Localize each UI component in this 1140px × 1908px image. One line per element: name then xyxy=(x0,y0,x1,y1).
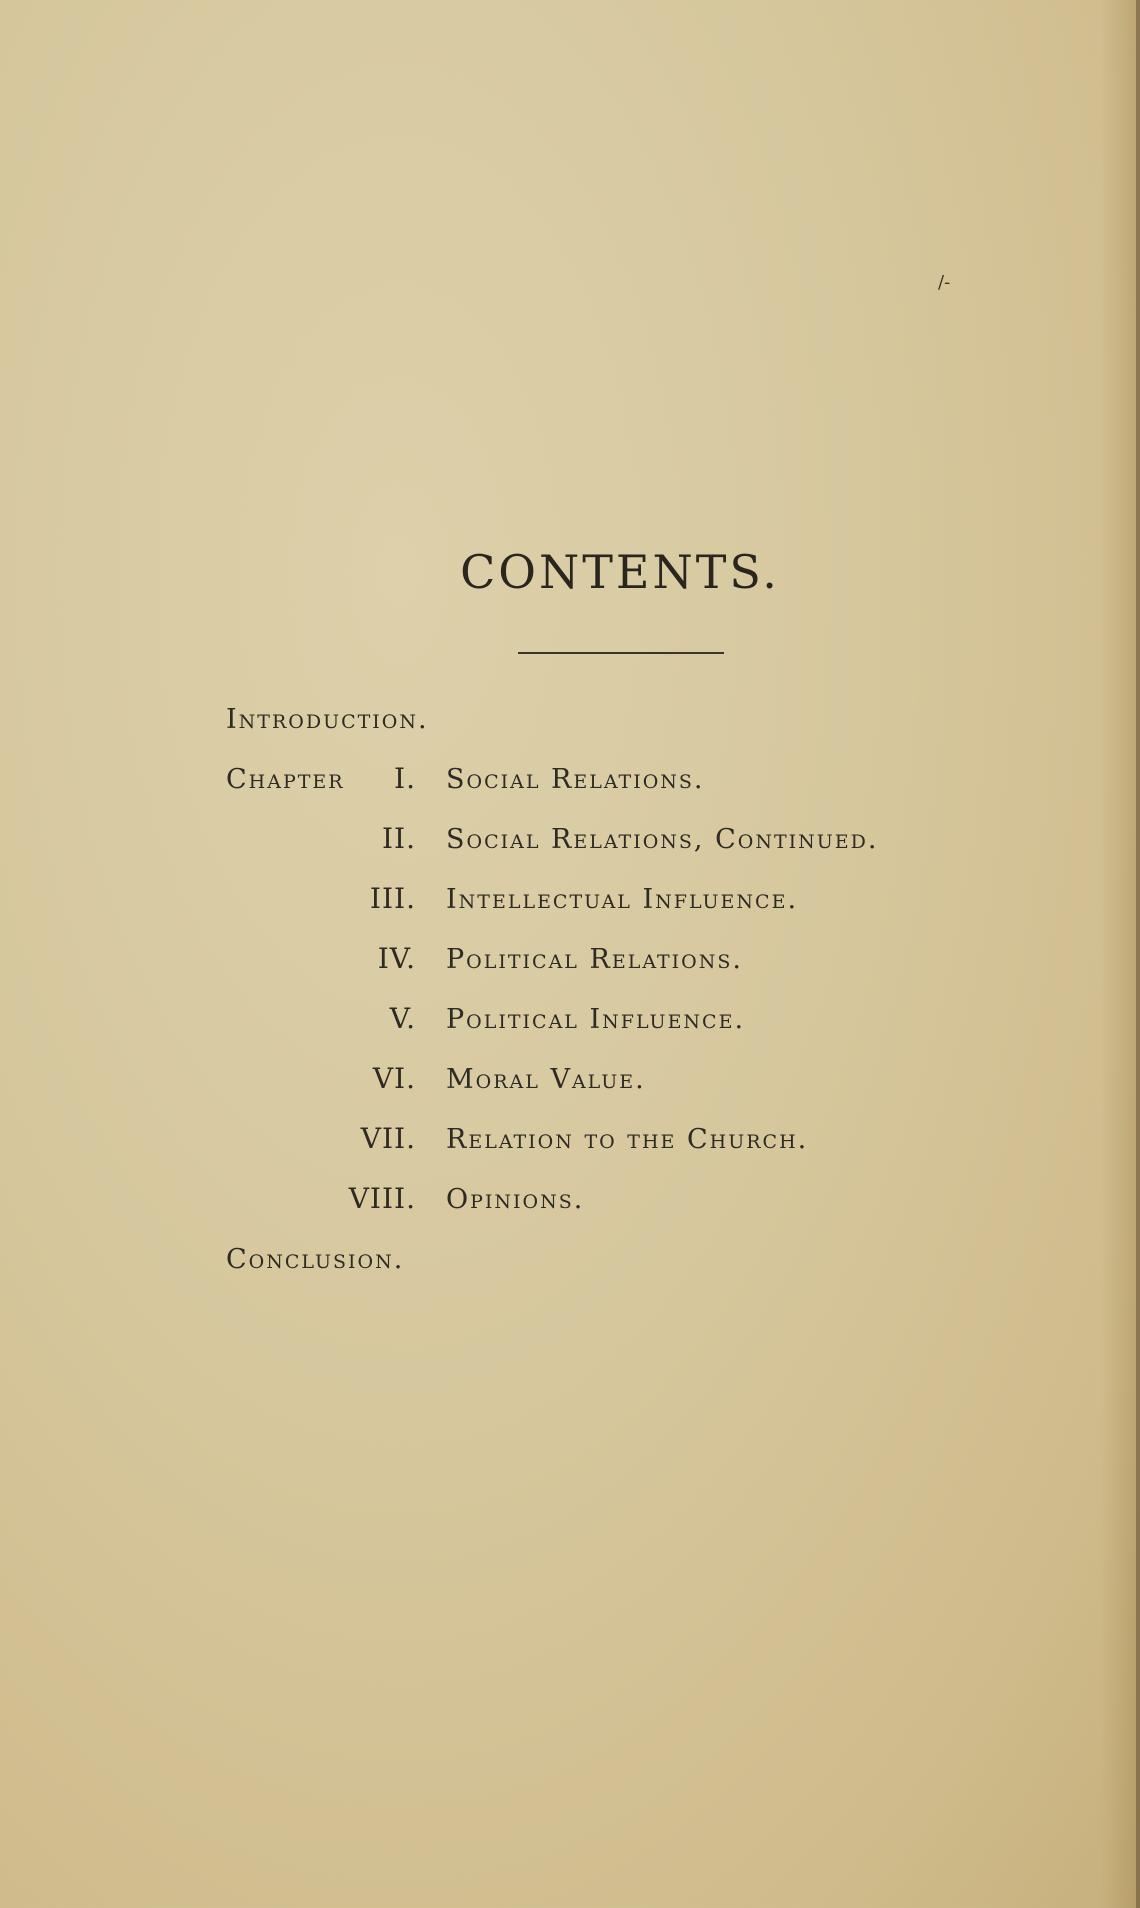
chapter-prefix: Chapter xyxy=(226,764,345,795)
toc-chapter-number: IV. xyxy=(377,942,416,975)
chapter-prefix-label xyxy=(226,764,345,795)
page-edge xyxy=(1136,0,1140,1908)
toc-chapter-title: Social Relations, Continued. xyxy=(446,824,879,855)
toc-chapter-title: Moral Value. xyxy=(446,1064,646,1095)
title-rule xyxy=(518,652,724,654)
toc-chapter-title: Relation to the Church. xyxy=(446,1124,809,1155)
toc-introduction: Introduction. xyxy=(226,704,429,735)
toc-chapter-title: Social Relations. xyxy=(446,764,705,795)
toc-conclusion: Conclusion. xyxy=(226,1244,405,1275)
toc-chapter-number: VII. xyxy=(360,1122,416,1155)
toc-chapter-number: I. xyxy=(394,762,416,795)
toc-chapter-number: VIII. xyxy=(348,1182,416,1215)
toc-chapter-number: V. xyxy=(389,1002,416,1035)
toc-chapter-number: II. xyxy=(381,822,416,855)
toc-chapter-title: Political Influence. xyxy=(446,1004,746,1035)
toc-chapter-title: Opinions. xyxy=(446,1184,585,1215)
toc-chapter-number: VI. xyxy=(372,1062,416,1095)
page-edge-shadow xyxy=(1100,0,1140,1908)
toc-chapter-title: Political Relations. xyxy=(446,944,743,975)
page-title: CONTENTS. xyxy=(460,545,780,599)
toc-chapter-title: Intellectual Influence. xyxy=(446,884,799,915)
stray-mark: /- xyxy=(938,272,951,293)
toc-chapter-number: III. xyxy=(369,882,416,915)
